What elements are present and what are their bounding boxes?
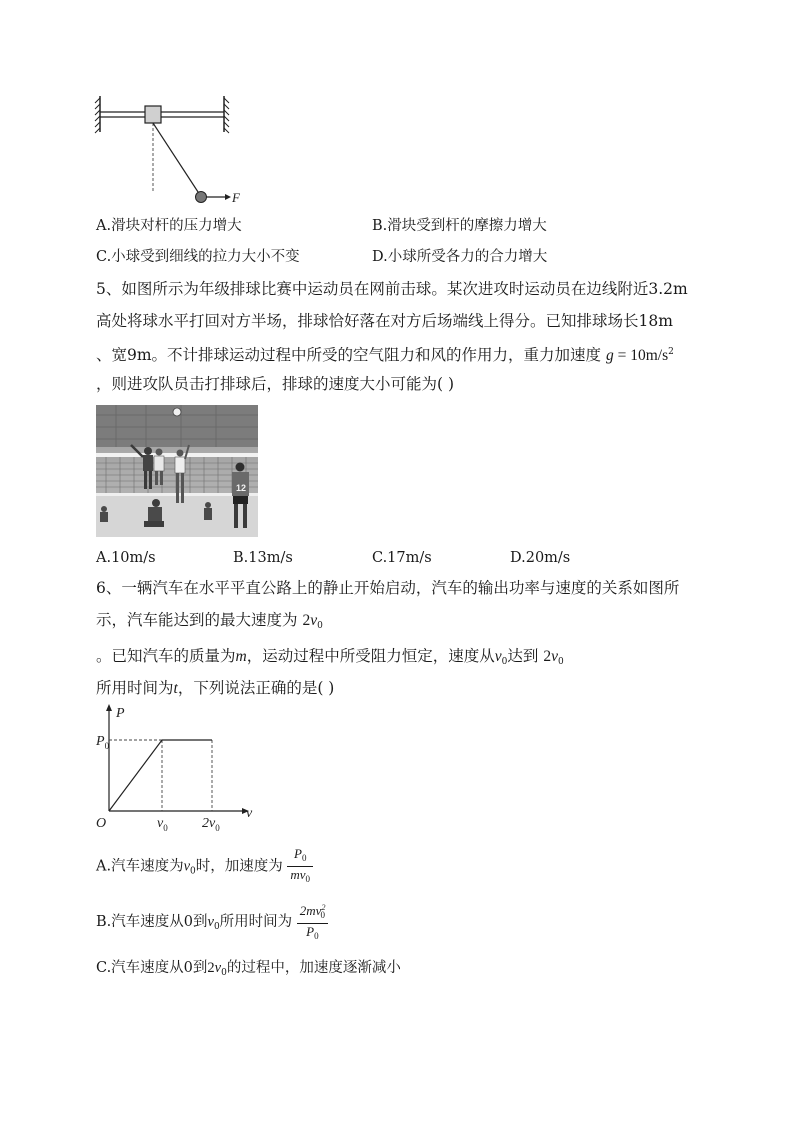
jersey-number: 12 <box>236 483 247 493</box>
q6-option-a[interactable]: A.汽车速度为$v_0$时，加速度为 $\frac{P_0}{mv_0}$ <box>96 846 313 887</box>
q5-line-1: 5、如图所示为年级排球比赛中运动员在网前击球。某次进攻时运动员在边线附近3.2m <box>96 280 688 298</box>
svg-text:v0: $v_0$ <box>157 816 168 833</box>
q5-line-2: 高处将球水平打回对方半场，排球恰好落在对方后场端线上得分。已知排球场长18m <box>96 312 673 330</box>
q6-option-c[interactable]: C.汽车速度从0到$2v_0$的过程中，加速度逐渐减小 <box>96 960 401 978</box>
graph-y-axis-label: P <box>116 706 125 721</box>
fraction-2mv0sq-over-p0: $\frac{2mv^2_0}{P_0}$ <box>297 900 328 944</box>
q4-option-a[interactable]: A.滑块对杆的压力增大 <box>96 218 242 234</box>
q6-line-2: 示，汽车能达到的最大速度为 $2v_0$ <box>96 611 323 631</box>
graph-origin-label: O <box>96 816 107 831</box>
q6-line-3: 。已知汽车的质量为m，运动过程中所受阻力恒定，速度从$v_0$达到 $2v_0$ <box>96 647 564 667</box>
graph-2v0-label: 2v <box>202 816 216 831</box>
q5-option-d[interactable]: D.20m/s <box>510 550 571 566</box>
q5-option-a[interactable]: A.10m/s <box>96 550 156 566</box>
graph-v0-label: v <box>157 816 164 831</box>
svg-text:2v0: $2v_0$ <box>202 816 220 833</box>
q5-line-4: ，则进攻队员击打排球后，排球的速度大小可能为( ) <box>96 375 455 393</box>
slider-rod-figure <box>92 92 252 212</box>
svg-text:P0: $P_0$ <box>96 734 110 751</box>
q5-option-b[interactable]: B.13m/s <box>233 550 293 566</box>
q6-line-1: 6、一辆汽车在水平平直公路上的静止开始启动，汽车的输出功率与速度的关系如图所 <box>96 579 680 597</box>
q6-option-b[interactable]: B.汽车速度从0到$v_0$所用时间为 $\frac{2mv^2_0}{P_0}$ <box>96 900 328 944</box>
graph-p0-label: P <box>96 734 105 749</box>
q5-option-c[interactable]: C.17m/s <box>372 550 432 566</box>
fraction-p0-over-mv0: $\frac{P_0}{mv_0}$ <box>287 846 313 887</box>
volleyball-photo <box>96 405 258 537</box>
graph-x-axis-label: v <box>246 806 253 821</box>
force-label: F <box>232 190 240 205</box>
q5-line-3: 、宽9m。不计排球运动过程中所受的空气阻力和风的作用力，重力加速度 $g = 10m/s^2$ <box>96 346 674 364</box>
q6-line-4: 所用时间为t，下列说法正确的是( ) <box>96 679 335 697</box>
power-velocity-graph <box>94 703 264 835</box>
q4-option-d[interactable]: D.小球所受各力的合力增大 <box>372 249 548 265</box>
q4-option-c[interactable]: C.小球受到细线的拉力大小不变 <box>96 249 300 265</box>
q4-option-b[interactable]: B.滑块受到杆的摩擦力增大 <box>372 218 547 234</box>
